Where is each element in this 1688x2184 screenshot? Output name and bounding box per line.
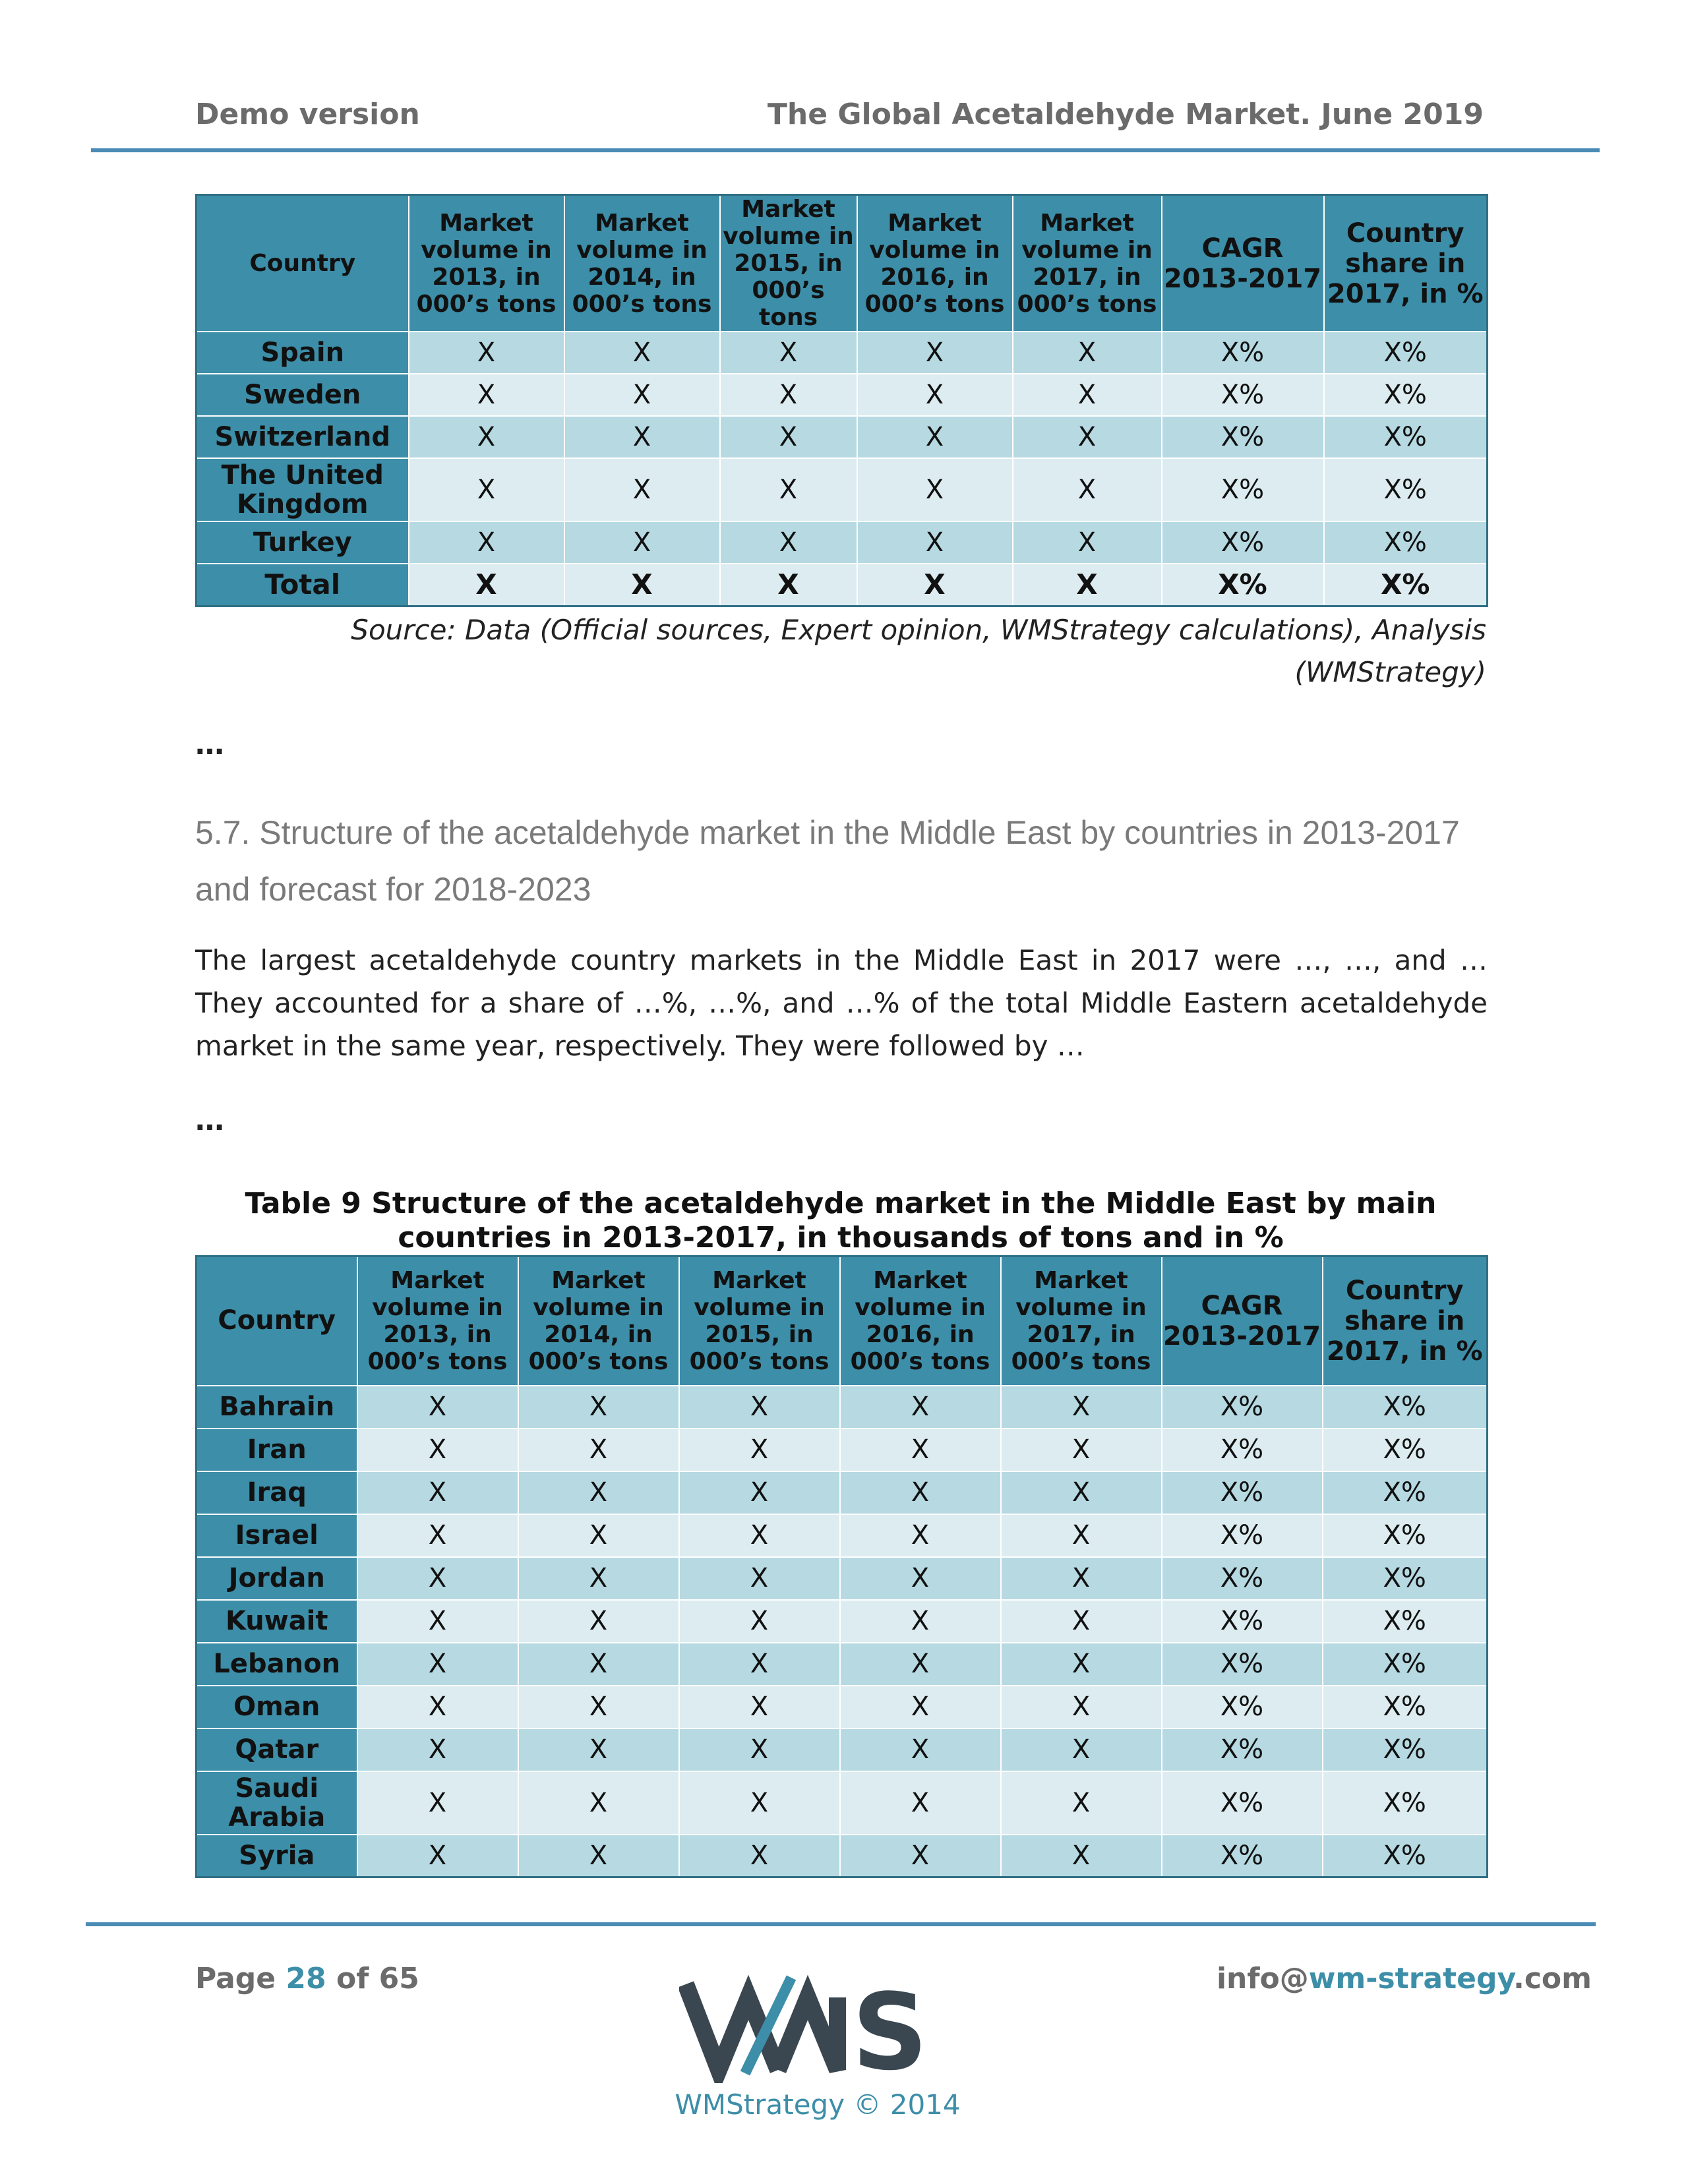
table-cell: X: [840, 1429, 1001, 1471]
table-cell: X%: [1162, 1471, 1323, 1514]
table-cell: X: [720, 416, 857, 458]
table-cell: X: [857, 332, 1013, 374]
table-cell: X: [720, 564, 857, 606]
table-cell: X: [518, 1835, 679, 1877]
table-cell: X: [840, 1386, 1001, 1429]
table-cell: X: [409, 332, 564, 374]
logo-mark: [686, 1971, 928, 2083]
table-caption: Table 9 Structure of the acetaldehyde market in the Middle East by main countries in 2013-2017, in thousands of tons and in %: [245, 1187, 1437, 1254]
column-header: CAGR 2013-2017: [1162, 1256, 1323, 1386]
table-cell: X: [518, 1600, 679, 1643]
table-row: [196, 1557, 1488, 1600]
table-cell: X: [720, 374, 857, 416]
table-cell: X: [518, 1471, 679, 1514]
column-header: Market volume in 2016, in 000’s tons: [840, 1256, 1001, 1386]
table-cell: X: [518, 1386, 679, 1429]
table-cell: X%: [1162, 332, 1324, 374]
row-country: Bahrain: [196, 1386, 357, 1429]
header-document-title: The Global Acetaldehyde Market. June 2019: [767, 98, 1484, 131]
table-cell: X: [518, 1514, 679, 1557]
header-divider: [91, 148, 1600, 152]
table-cell: X: [857, 521, 1013, 564]
column-header: Country: [196, 195, 409, 332]
column-header: Market volume in 2014, in 000’s tons: [564, 195, 720, 332]
column-header: Market volume in 2013, in 000’s tons: [409, 195, 564, 332]
table-cell: X: [409, 374, 564, 416]
contact-email[interactable]: [1217, 1962, 1592, 1995]
table-cell: X: [357, 1686, 518, 1728]
table-header-row: [196, 1256, 1488, 1386]
table-cell: X: [1001, 1728, 1162, 1771]
table-cell: X: [857, 374, 1013, 416]
table-cell: X: [357, 1429, 518, 1471]
row-country: Sweden: [196, 374, 409, 416]
table-cell: X: [1001, 1643, 1162, 1686]
table-cell: X: [679, 1686, 840, 1728]
row-country: Oman: [196, 1686, 357, 1728]
table-cell: X%: [1323, 1386, 1488, 1429]
table-cell: X: [357, 1471, 518, 1514]
table-cell: X: [357, 1771, 518, 1835]
ellipsis-marker: …: [195, 728, 224, 761]
table-row: [196, 1600, 1488, 1643]
europe-market-table: [195, 194, 1488, 607]
table-cell: X: [357, 1600, 518, 1643]
table-row: [196, 1471, 1488, 1514]
table-cell: X: [840, 1771, 1001, 1835]
page-counter: [195, 1962, 419, 1995]
table-row: [196, 1429, 1488, 1471]
table-cell: X%: [1162, 1686, 1323, 1728]
table-cell: X%: [1162, 1643, 1323, 1686]
table-cell: X: [409, 416, 564, 458]
table-cell: X: [409, 521, 564, 564]
table-cell: X: [679, 1514, 840, 1557]
table-cell: X%: [1162, 458, 1324, 521]
table-cell: X: [564, 332, 720, 374]
table-cell: X: [1013, 416, 1162, 458]
table-cell: X: [1001, 1429, 1162, 1471]
table-cell: X: [840, 1471, 1001, 1514]
column-header: Market volume in 2015, in 000’s tons: [720, 195, 857, 332]
table-cell: X: [357, 1557, 518, 1600]
row-country: The United Kingdom: [196, 458, 409, 521]
table-cell: X: [679, 1471, 840, 1514]
table-cell: X: [1001, 1771, 1162, 1835]
table-cell: X: [679, 1771, 840, 1835]
table-row: [196, 458, 1488, 521]
table-cell: X: [1013, 564, 1162, 606]
row-country: Turkey: [196, 521, 409, 564]
table-cell: X: [518, 1557, 679, 1600]
email-user: info@: [1216, 1962, 1309, 1995]
table-cell: X: [518, 1728, 679, 1771]
table-row: [196, 1728, 1488, 1771]
table-cell: X: [720, 458, 857, 521]
row-country: Iraq: [196, 1471, 357, 1514]
table-cell: X: [840, 1557, 1001, 1600]
table-cell: X: [679, 1557, 840, 1600]
table-cell: X: [357, 1643, 518, 1686]
table-cell: X: [679, 1429, 840, 1471]
table-cell: X: [679, 1728, 840, 1771]
table-cell: X: [357, 1386, 518, 1429]
table-cell: X: [840, 1600, 1001, 1643]
table-cell: X: [564, 458, 720, 521]
logo-caption: WMStrategy © 2014: [675, 2088, 961, 2121]
column-header: Country: [196, 1256, 357, 1386]
table-row: [196, 1686, 1488, 1728]
table-cell: X: [857, 458, 1013, 521]
table-cell: X%: [1162, 1386, 1323, 1429]
middle-east-market-table: [195, 1255, 1488, 1878]
table-cell: X%: [1323, 1429, 1488, 1471]
footer-divider: [86, 1922, 1596, 1926]
column-header: Market volume in 2016, in 000’s tons: [857, 195, 1013, 332]
column-header: CAGR 2013-2017: [1162, 195, 1324, 332]
row-country: Syria: [196, 1835, 357, 1877]
table-cell: X: [1001, 1686, 1162, 1728]
table-cell: X%: [1324, 521, 1488, 564]
row-country: Jordan: [196, 1557, 357, 1600]
table-cell: X: [1013, 521, 1162, 564]
table-cell: X%: [1162, 1835, 1323, 1877]
table-header-row: [196, 195, 1488, 332]
table-cell: X%: [1323, 1514, 1488, 1557]
table-cell: X%: [1162, 564, 1324, 606]
table-cell: X%: [1324, 332, 1488, 374]
table-cell: X%: [1323, 1835, 1488, 1877]
table-cell: X: [857, 416, 1013, 458]
table-row: [196, 1771, 1488, 1835]
row-country: Switzerland: [196, 416, 409, 458]
table-cell: X: [518, 1686, 679, 1728]
ellipsis-marker: …: [195, 1104, 224, 1137]
page-total: 65: [378, 1962, 419, 1995]
row-country: Spain: [196, 332, 409, 374]
table-cell: X%: [1324, 458, 1488, 521]
table-cell: X: [1001, 1471, 1162, 1514]
table-row: [196, 1386, 1488, 1429]
row-country: Israel: [196, 1514, 357, 1557]
table-cell: X: [679, 1600, 840, 1643]
table-cell: X: [857, 564, 1013, 606]
table-cell: X: [357, 1835, 518, 1877]
column-header: Market volume in 2017, in 000’s tons: [1001, 1256, 1162, 1386]
row-country: Iran: [196, 1429, 357, 1471]
table-row: [196, 564, 1488, 606]
table-cell: X: [1001, 1557, 1162, 1600]
table-row: [196, 374, 1488, 416]
table-cell: X%: [1162, 1600, 1323, 1643]
table-row: [196, 416, 1488, 458]
body-paragraph: The largest acetaldehyde country markets in the Middle East in 2017 were …, …, and … They accounted for a share of …%, …%, and …% of the total Middle Eastern acetaldehyde market in the same year, respectively. They were followed by …: [195, 944, 1488, 1062]
table-row: [196, 1643, 1488, 1686]
table-cell: X: [564, 521, 720, 564]
table-row: [196, 332, 1488, 374]
table-cell: X: [564, 416, 720, 458]
page-prefix: Page: [195, 1962, 286, 1995]
table-cell: X%: [1162, 374, 1324, 416]
table-cell: X: [1001, 1386, 1162, 1429]
table-row: [196, 1835, 1488, 1877]
column-header: Market volume in 2014, in 000’s tons: [518, 1256, 679, 1386]
table-cell: X%: [1162, 1728, 1323, 1771]
table-cell: X%: [1323, 1643, 1488, 1686]
table-cell: X: [840, 1728, 1001, 1771]
row-country: Saudi Arabia: [196, 1771, 357, 1835]
row-country: Lebanon: [196, 1643, 357, 1686]
row-country: Qatar: [196, 1728, 357, 1771]
table-cell: X%: [1324, 564, 1488, 606]
table-cell: X%: [1323, 1557, 1488, 1600]
column-header: Market volume in 2017, in 000’s tons: [1013, 195, 1162, 332]
column-header: Country share in 2017, in %: [1324, 195, 1488, 332]
table-cell: X: [720, 521, 857, 564]
table-cell: X: [1001, 1600, 1162, 1643]
table-cell: X: [518, 1771, 679, 1835]
table-row: [196, 1514, 1488, 1557]
table-cell: X%: [1162, 1514, 1323, 1557]
table-source-note: Source: Data (Official sources, Expert opinion, WMStrategy calculations), Analysis (WMStrategy): [351, 614, 1486, 688]
table-cell: X: [564, 564, 720, 606]
table-row: [196, 521, 1488, 564]
table-cell: X%: [1324, 416, 1488, 458]
row-country: Total: [196, 564, 409, 606]
table-cell: X: [357, 1728, 518, 1771]
table-cell: X%: [1162, 1557, 1323, 1600]
table-cell: X: [1013, 332, 1162, 374]
page-number: 28: [286, 1962, 326, 1995]
table-cell: X%: [1162, 521, 1324, 564]
table-cell: X: [409, 564, 564, 606]
page-separator: of: [326, 1962, 379, 1995]
table-cell: X%: [1323, 1471, 1488, 1514]
email-domain: wm-strategy: [1308, 1962, 1514, 1995]
row-country: Kuwait: [196, 1600, 357, 1643]
table-cell: X%: [1324, 374, 1488, 416]
table-cell: X: [840, 1514, 1001, 1557]
table-cell: X%: [1162, 1771, 1323, 1835]
email-tld: .com: [1513, 1962, 1592, 1995]
table-cell: X%: [1162, 1429, 1323, 1471]
wms-logo: [679, 1971, 956, 2083]
table-cell: X: [1013, 458, 1162, 521]
table-cell: X: [1013, 374, 1162, 416]
column-header: Market volume in 2015, in 000’s tons: [679, 1256, 840, 1386]
header-demo-label: Demo version: [195, 98, 420, 131]
section-heading: 5.7. Structure of the acetaldehyde market in the Middle East by countries in 2013-2017 and forecast for 2018-2023: [195, 814, 1460, 908]
table-cell: X%: [1323, 1686, 1488, 1728]
table-cell: X: [840, 1686, 1001, 1728]
table-cell: X: [679, 1835, 840, 1877]
table-cell: X: [1001, 1835, 1162, 1877]
table-cell: X: [679, 1643, 840, 1686]
table-cell: X: [409, 458, 564, 521]
table-cell: X%: [1323, 1771, 1488, 1835]
table-cell: X%: [1162, 416, 1324, 458]
table-cell: X%: [1323, 1600, 1488, 1643]
table-cell: X: [564, 374, 720, 416]
table-cell: X: [518, 1643, 679, 1686]
table-cell: X: [357, 1514, 518, 1557]
table-cell: X: [518, 1429, 679, 1471]
table-cell: X: [720, 332, 857, 374]
table-cell: X: [679, 1386, 840, 1429]
table-cell: X: [840, 1835, 1001, 1877]
table-cell: X: [1001, 1514, 1162, 1557]
svg-text:S: S: [852, 1971, 928, 2083]
table-cell: X: [840, 1643, 1001, 1686]
column-header: Market volume in 2013, in 000’s tons: [357, 1256, 518, 1386]
table-cell: X%: [1323, 1728, 1488, 1771]
column-header: Country share in 2017, in %: [1323, 1256, 1488, 1386]
